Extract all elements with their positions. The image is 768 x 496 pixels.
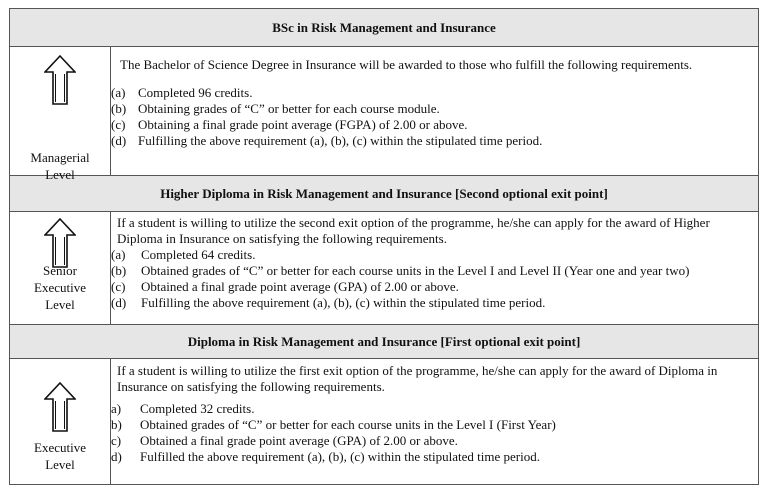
section-row-bsc (10, 47, 758, 182)
level-cell (10, 212, 111, 324)
requirements-cell (111, 212, 758, 324)
requirements-cell (111, 359, 758, 484)
requirements-list (111, 401, 758, 465)
level-label-line: Level (45, 167, 75, 182)
level-label-line: Level (45, 457, 75, 472)
list-item: (d) Fulfilling the above requirement (a), (b), (c) within the stipulated time period. (111, 133, 543, 148)
requirements-cell (111, 47, 758, 175)
list-item: b) Obtained grades of “C” or better for each course units in the Level I (First Year) (111, 417, 556, 432)
section-title: Diploma in Risk Management and Insurance [First optional exit point] (187, 333, 581, 349)
list-item: (c) Obtaining a final grade point average (FGPA) of 2.00 or above. (111, 117, 468, 132)
intro-text: The Bachelor of Science Degree in Insurance will be awarded to those who fulfill the following requirements. (120, 57, 693, 72)
section-title: Higher Diploma in Risk Management and Insurance [Second optional exit point] (160, 185, 608, 201)
section-title: BSc in Risk Management and Insurance (272, 19, 496, 35)
level-cell (10, 359, 111, 484)
up-arrow-icon (44, 382, 76, 432)
level-cell (10, 47, 111, 182)
requirements-list (111, 247, 758, 311)
list-item: d) Fulfilled the above requirement (a), (b), (c) within the stipulated time period. (111, 449, 540, 464)
list-item: (d) Fulfilling the above requirement (a), (b), (c) within the stipulated time period. (111, 295, 546, 310)
section-row-higher-diploma (10, 212, 758, 325)
list-item: (a) Completed 64 credits. (111, 247, 256, 262)
list-item: (b) Obtained grades of “C” or better for each course units in the Level I and Level II (Year one and year two) (111, 263, 690, 278)
up-arrow-icon (44, 55, 76, 105)
list-item: (a) Completed 96 credits. (111, 85, 253, 100)
requirements-list (111, 85, 758, 149)
requirements-table (9, 8, 759, 485)
list-item: a) Completed 32 credits. (111, 401, 255, 416)
level-label-line: Executive (34, 280, 86, 295)
list-item: (c) Obtained a final grade point average (GPA) of 2.00 or above. (111, 279, 459, 294)
list-item: c) Obtained a final grade point average (GPA) of 2.00 or above. (111, 433, 458, 448)
level-label-line: Managerial (30, 150, 90, 165)
level-label-line: Executive (34, 440, 86, 455)
section-header-higher-diploma (10, 176, 758, 212)
up-arrow-icon (44, 218, 76, 268)
intro-text: If a student is willing to utilize the second exit option of the programme, he/she can apply for the award of Higher Diploma in Insurance on satisfying the following requirements. (117, 215, 710, 246)
level-label-line: Senior (43, 263, 77, 278)
section-header-diploma (10, 325, 758, 359)
section-header-bsc (10, 9, 758, 47)
section-row-diploma (10, 359, 758, 484)
list-item: (b) Obtaining grades of “C” or better for each course module. (111, 101, 440, 116)
intro-text: If a student is willing to utilize the first exit option of the programme, he/she can apply for the award of Diploma in Insurance on satisfying the following requirements. (117, 363, 718, 394)
level-label-line: Level (45, 297, 75, 312)
